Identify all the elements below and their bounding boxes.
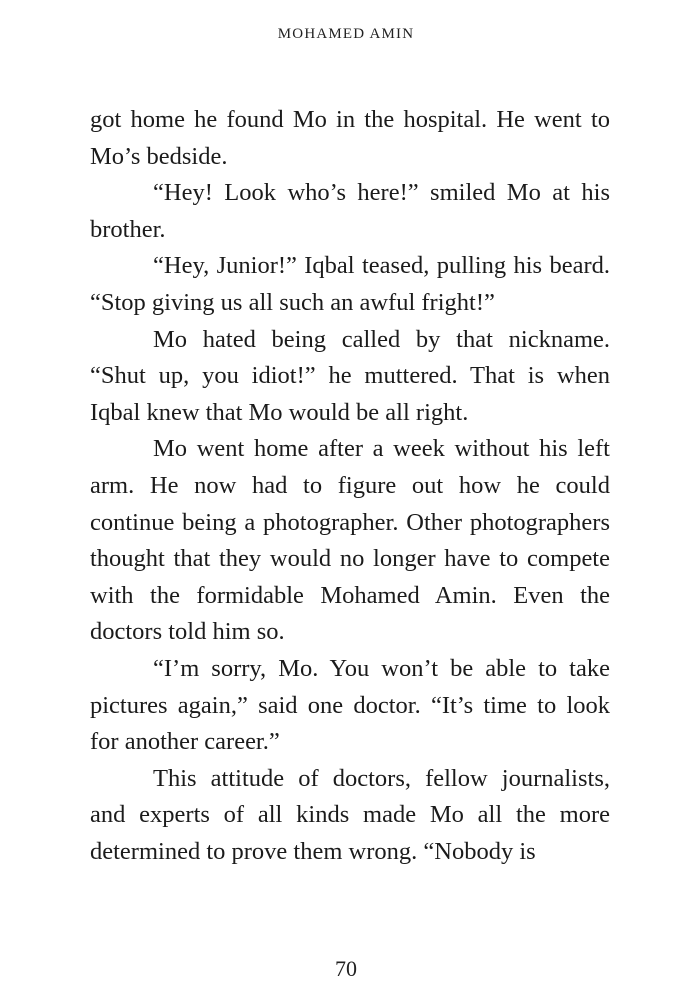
paragraph: This attitude of doctors, fellow journalists, and experts of all kinds made Mo all the more determined to prove them wrong. “Nobody is [90, 764, 610, 865]
paragraph: Mo hated being called by that nickname. “Shut up, you idiot!” he muttered. That is when Iqbal knew that Mo would be all right. [90, 325, 610, 426]
paragraph: “Hey! Look who’s here!” smiled Mo at his brother. [90, 179, 610, 243]
paragraph: “I’m sorry, Mo. You won’t be able to take pictures again,” said one doctor. “It’s time to look for another career.” [90, 654, 610, 756]
paragraph: “Hey, Junior!” Iqbal teased, pulling his beard. “Stop giving us all such an awful fright!” [90, 252, 610, 316]
running-head: MOHAMED AMIN [277, 26, 415, 42]
paragraph: got home he found Mo in the hospital. He went to Mo’s bedside. [90, 106, 610, 170]
paragraph: Mo went home after a week without his left arm. He now had to figure out how he could continue being a photographer. Other photographers thought that they would no longer have to compete with the formidable Mohamed Amin. Even the doctors told him so. [90, 435, 610, 646]
page-number: 70 [335, 956, 357, 981]
body-text [90, 102, 610, 870]
